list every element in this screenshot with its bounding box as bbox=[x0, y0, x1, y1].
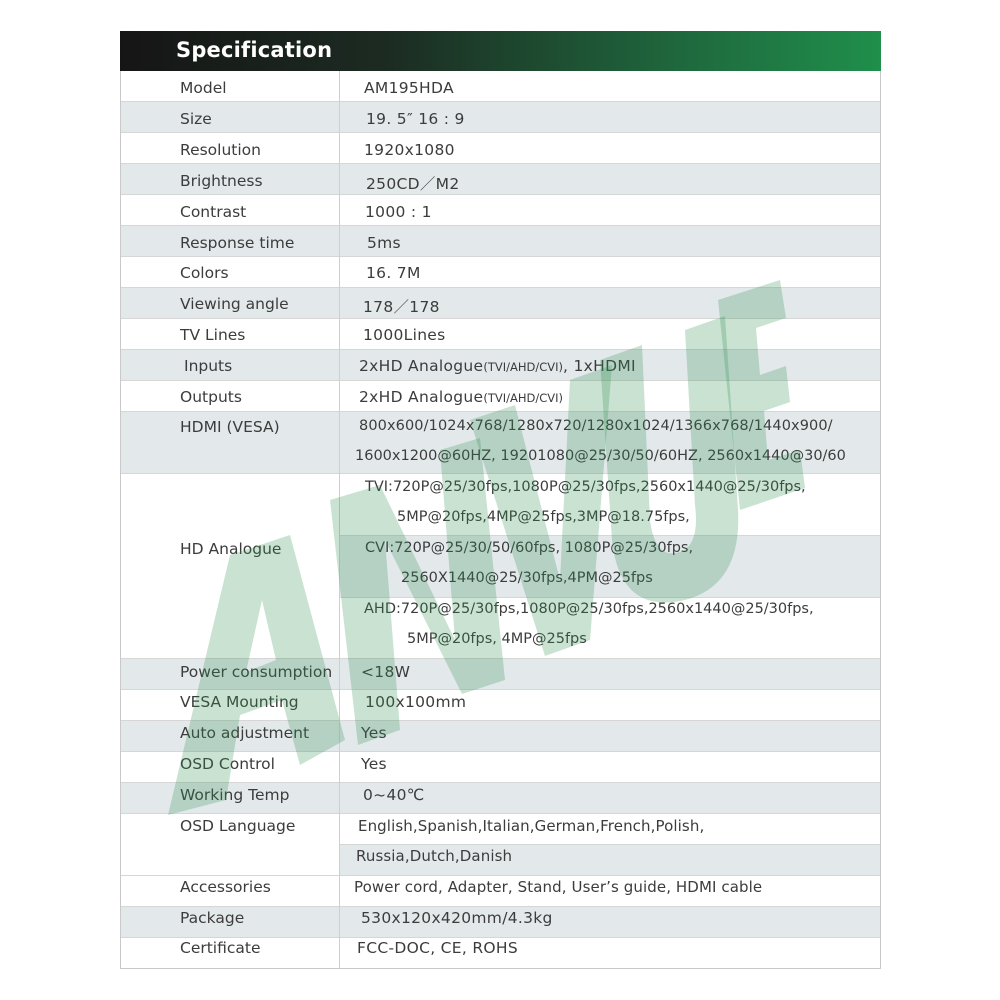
value-model: AM195HDA bbox=[364, 79, 454, 97]
label-power-consumption: Power consumption bbox=[180, 663, 333, 681]
label-auto-adjustment: Auto adjustment bbox=[180, 724, 310, 742]
value-outputs-main: 2xHD Analogue bbox=[359, 388, 484, 406]
value-brightness: 250CD／M2 bbox=[366, 175, 460, 193]
label-osd-language: OSD Language bbox=[180, 817, 296, 835]
label-resolution: Resolution bbox=[180, 141, 261, 159]
value-colors: 16. 7M bbox=[366, 264, 421, 282]
value-power-consumption: <18W bbox=[361, 663, 411, 681]
value-inputs-main: 2xHD Analogue bbox=[359, 357, 484, 375]
value-hdmi-vesa-line2: 1600x1200@60HZ, 19201080@25/30/50/60HZ, 2560x1440@30/60 bbox=[355, 448, 846, 464]
label-brightness: Brightness bbox=[180, 172, 263, 190]
value-inputs-small: (TVI/AHD/CVI) bbox=[483, 360, 564, 374]
table-row bbox=[121, 257, 880, 288]
label-hd-analogue: HD Analogue bbox=[180, 540, 282, 558]
value-osd-control: Yes bbox=[361, 755, 387, 773]
value-response-time: 5ms bbox=[367, 234, 401, 252]
value-hd-analogue-tvi-line1: TVI:720P@25/30fps,1080P@25/30fps,2560x1440@25/30fps, bbox=[365, 479, 806, 495]
value-size: 19. 5″ 16 : 9 bbox=[366, 110, 465, 128]
value-hd-analogue-ahd-line2: 5MP@20fps, 4MP@25fps bbox=[407, 631, 587, 647]
label-accessories: Accessories bbox=[180, 878, 271, 896]
value-contrast: 1000 : 1 bbox=[365, 203, 432, 221]
value-hdmi-vesa-line1: 800x600/1024x768/1280x720/1280x1024/1366x768/1440x900/ bbox=[359, 418, 833, 434]
label-colors: Colors bbox=[180, 264, 229, 282]
label-osd-control: OSD Control bbox=[180, 755, 275, 773]
label-viewing-angle: Viewing angle bbox=[180, 295, 289, 313]
label-tv-lines: TV Lines bbox=[180, 326, 246, 344]
label-package: Package bbox=[180, 909, 245, 927]
value-inputs-tail: , 1xHDMI bbox=[563, 357, 636, 375]
table-row bbox=[121, 71, 880, 102]
value-outputs-small: (TVI/AHD/CVI) bbox=[483, 391, 564, 405]
value-working-temp: 0~40℃ bbox=[363, 786, 425, 804]
spec-table bbox=[120, 71, 881, 969]
value-tv-lines: 1000Lines bbox=[363, 326, 446, 344]
value-vesa-mounting: 100x100mm bbox=[365, 693, 467, 711]
label-working-temp: Working Temp bbox=[180, 786, 290, 804]
value-hd-analogue-cvi-line2: 2560X1440@25/30fps,4PM@25fps bbox=[401, 570, 653, 586]
label-vesa-mounting: VESA Mounting bbox=[180, 693, 299, 711]
label-response-time: Response time bbox=[180, 234, 295, 252]
label-hdmi-vesa: HDMI (VESA) bbox=[180, 418, 280, 436]
value-hd-analogue-cvi-line1: CVI:720P@25/30/50/60fps, 1080P@25/30fps, bbox=[365, 540, 694, 556]
column-divider bbox=[339, 71, 340, 968]
spec-header-bar bbox=[120, 31, 881, 71]
value-package: 530x120x420mm/4.3kg bbox=[361, 909, 553, 927]
table-row bbox=[121, 102, 880, 133]
value-osd-language-line1: English,Spanish,Italian,German,French,Polish, bbox=[358, 817, 705, 835]
value-osd-language-line2: Russia,Dutch,Danish bbox=[356, 847, 513, 865]
value-inputs bbox=[359, 357, 636, 375]
value-certificate: FCC-DOC, CE, ROHS bbox=[357, 939, 519, 957]
value-resolution: 1920x1080 bbox=[364, 141, 455, 159]
spec-title: Specification bbox=[176, 38, 333, 62]
label-outputs: Outputs bbox=[180, 388, 242, 406]
value-hd-analogue-ahd-line1: AHD:720P@25/30fps,1080P@25/30fps,2560x1440@25/30fps, bbox=[364, 601, 814, 617]
value-accessories: Power cord, Adapter, Stand, User’s guide, HDMI cable bbox=[354, 878, 763, 896]
label-inputs: Inputs bbox=[184, 357, 233, 375]
value-hd-analogue-tvi-line2: 5MP@20fps,4MP@25fps,3MP@18.75fps, bbox=[397, 509, 690, 525]
value-outputs bbox=[359, 388, 563, 406]
label-certificate: Certificate bbox=[180, 939, 261, 957]
label-contrast: Contrast bbox=[180, 203, 247, 221]
value-auto-adjustment: Yes bbox=[361, 724, 387, 742]
label-size: Size bbox=[180, 110, 212, 128]
value-viewing-angle: 178／178 bbox=[363, 298, 440, 316]
label-model: Model bbox=[180, 79, 227, 97]
